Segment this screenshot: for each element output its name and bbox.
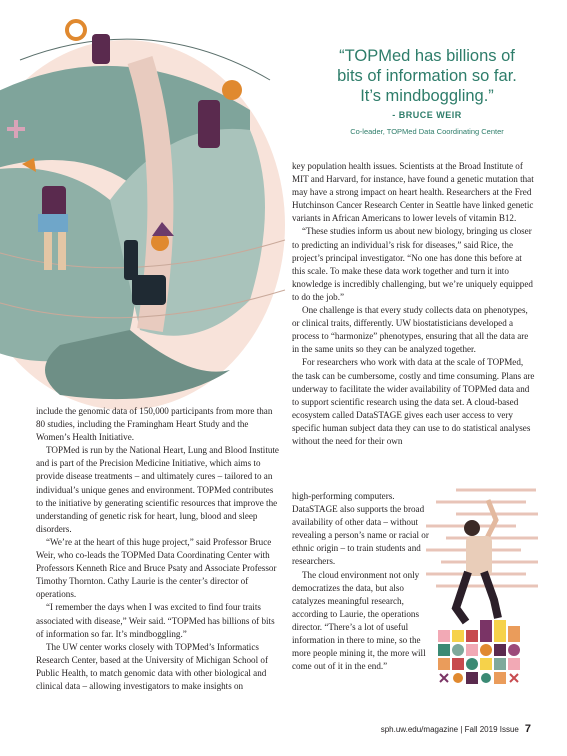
pull-quote-line: It’s mindboggling.” <box>360 87 494 105</box>
right-column-narrow <box>292 490 432 673</box>
paragraph: The cloud environment not only democratizes the data, but also catalyzes meaningful research, according to Laurie, the operations director. “There’s a lot of useful information in there to mine, so the more people mining it, the more will come out of it in the end.” <box>292 569 426 672</box>
right-column <box>292 160 535 448</box>
paragraph: high-performing computers. DataSTAGE also supports the broad availability of other data – without revealing a person’s name or racial or ethnic origin – to train students and researchers. <box>292 491 429 567</box>
footer-text: sph.uw.edu/magazine | Fall 2019 Issue <box>380 725 519 734</box>
globe-illustration <box>0 0 292 410</box>
paragraph: include the genomic data of 150,000 participants from more than 80 studies, including the Framingham Heart Study and the Women’s Health Initiative. <box>36 406 273 443</box>
paragraph: “We’re at the heart of this huge project,” said Professor Bruce Weir, who co-leads the TOPMed Data Coordinating Center with Professors Kenneth Rice and Bruce Psaty and Associate Professor Timothy Thornton. Cathy Laurie is the center’s director of operations. <box>36 536 277 600</box>
paragraph: One challenge is that every study collects data on phenotypes, or clinical traits, differently. UW biostatisticians developed a process to “harmonize” phenotypes, ensuring that all the data are in the same units so they can be analyzed together. <box>292 305 529 355</box>
pull-quote-line: bits of information so far. <box>337 67 517 85</box>
paragraph: For researchers who work with data at the scale of TOPMed, the task can be cumbersome, costly and time consuming. Plans are underway to facilitate the wider availability of TOPMed data and to support scientific research using the data set. A cloud-based ecosystem called DataSTAGE gives each user access to very specific human subject data they can use to do statistical analyses without the need for their own <box>292 357 535 446</box>
pull-quote-line: “TOPMed has billions of <box>339 47 515 65</box>
woman-on-blocks-illustration <box>426 480 538 690</box>
pull-quote-attribution: - BRUCE WEIR <box>392 110 462 120</box>
paragraph: TOPMed is run by the National Heart, Lung and Blood Institute and is part of the Precision Medicine Initiative, which aims to provide disease treatments – and ultimately cures – tailored to an individual’s unique genes and environment. TOPMed contributes to the initiative by generating scientific resources that improve the understanding of genetic risk for heart, lung, blood and sleep disorders. <box>36 445 279 534</box>
page-footer <box>381 723 531 735</box>
paragraph: key population health issues. Scientists at the Broad Institute of MIT and Harvard, for instance, have found a genetic mutation that may have a strong impact on heart health. Researchers at the Fred Hutchinson Cancer Research Center in Seattle have linked genetic variants in African Americans to lower levels of vitamin B12. <box>292 161 534 224</box>
pull-quote-role: Co-leader, TOPMed Data Coordinating Center <box>350 127 504 136</box>
page-number: 7 <box>524 723 531 735</box>
paragraph: “These studies inform us about new biology, bringing us closer to predicting an individual’s risk for diseases,” said Rice, the project’s principal investigator. “No one has done this before at this scale. To make these data work together and turn it into knowledge is incredibly challenging, but we’re uniquely equipped to do the job.” <box>292 226 533 302</box>
paragraph: The UW center works closely with TOPMed’s Informatics Research Center, based at the University of Michigan School of Public Health, to match genomic data with other biological and clinical data – allowing investigators to make insights on <box>36 641 268 691</box>
pull-quote <box>296 46 558 106</box>
paragraph: “I remember the days when I was excited to find four traits associated with disease,” Weir said. “TOPMed has billions of bits of information so far. It’s mindboggling.” <box>36 602 275 639</box>
left-column <box>36 405 282 693</box>
